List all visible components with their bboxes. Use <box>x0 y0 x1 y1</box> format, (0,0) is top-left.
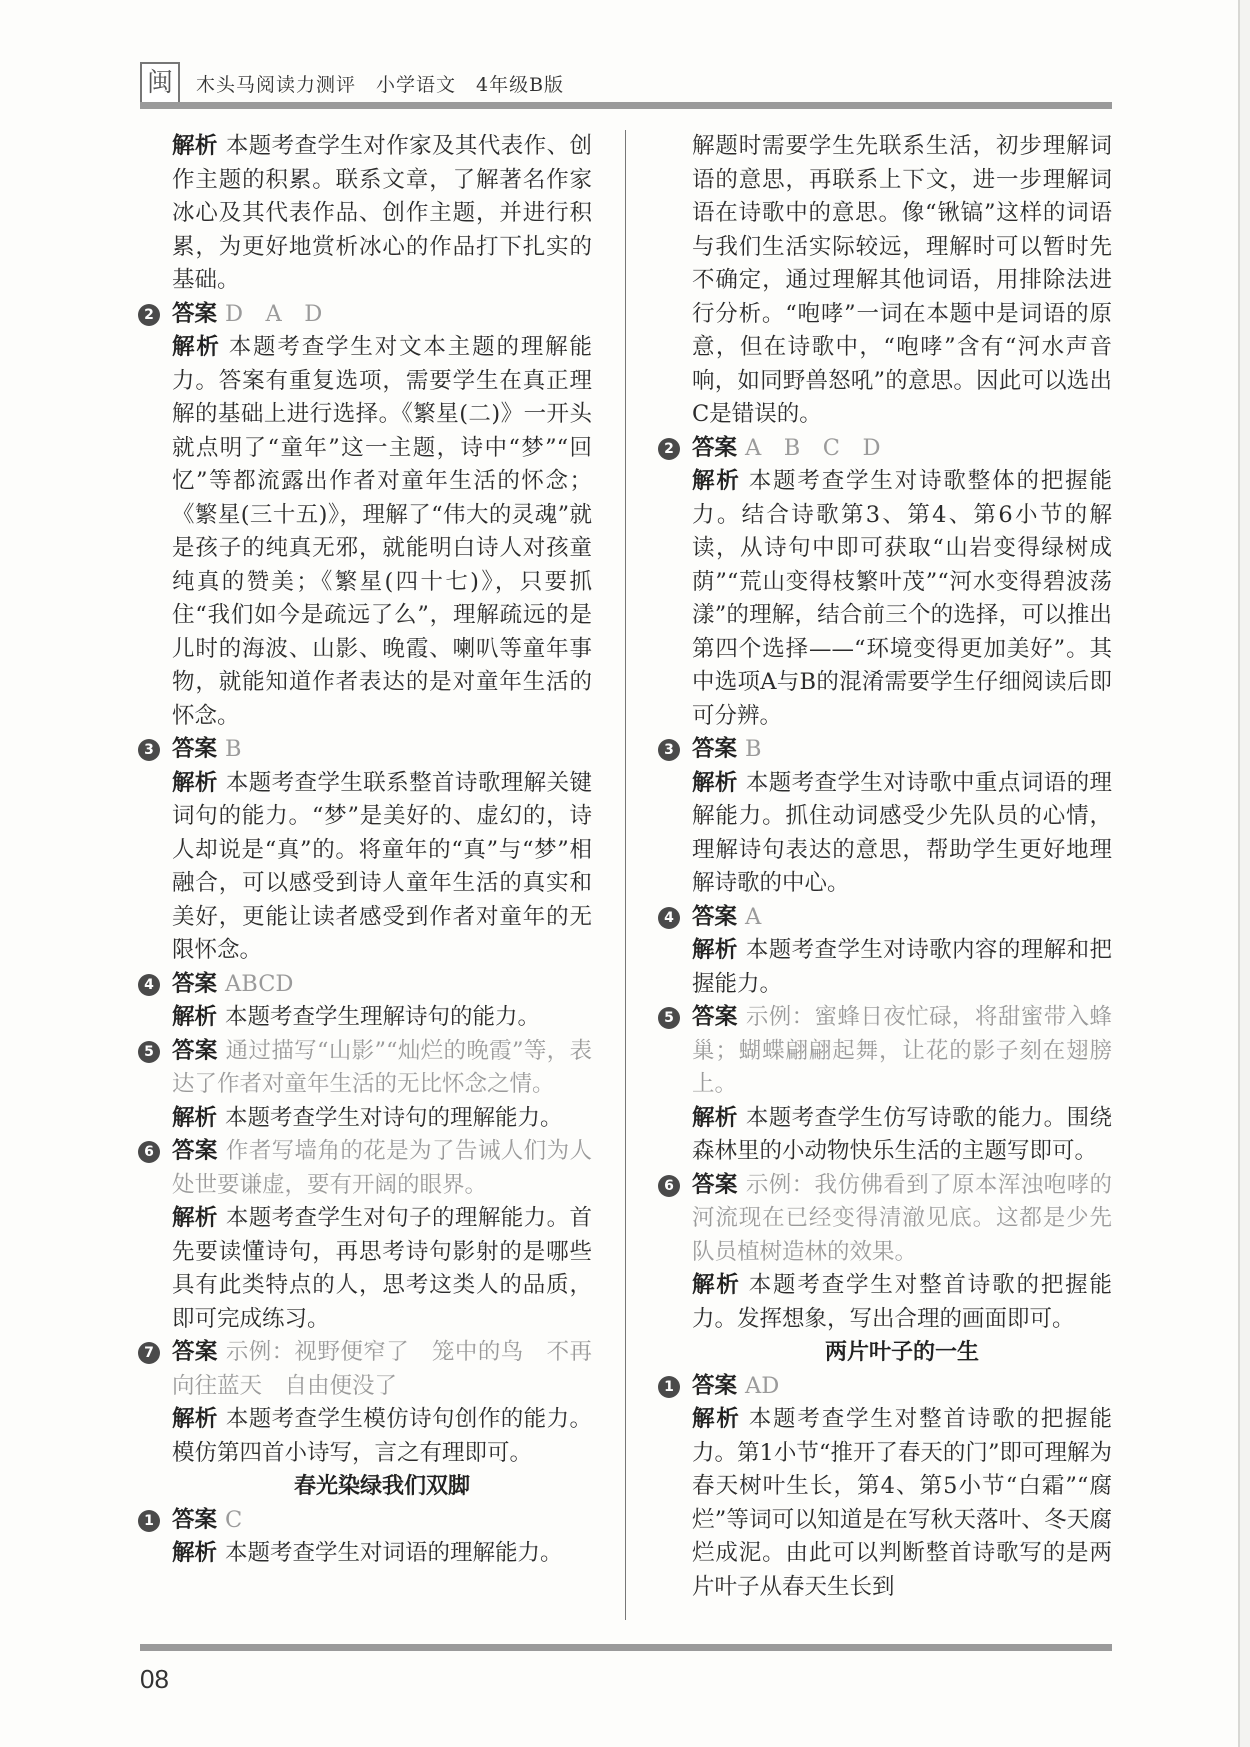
analysis-text: 本题考查学生对整首诗歌的把握能力。发挥想象，写出合理的画面即可。 <box>692 1272 1112 1332</box>
analysis-label: 解析 <box>692 937 738 963</box>
analysis-label: 解析 <box>692 1272 741 1298</box>
answer-item-6 <box>664 1169 1112 1337</box>
analysis-text: 本题考查学生对文本主题的理解能力。答案有重复选项，需要学生在真正理解的基础上进行选择。《繁星(二)》一开头就点明了“童年”这一主题，诗中“梦”“回忆”等都流露出作者对童年生活的怀念；《繁星(三十五)》，理解了“伟大的灵魂”就是孩子的纯真无邪，就能明白诗人对孩童纯真的赞美；《繁星(四十七)》，只要抓住“我们如今是疏远了么”，理解疏远的是儿时的海波、山影、晚霞、喇叭等童年事物，就能知道作者表达的是对童年生活的怀念。 <box>172 334 592 729</box>
analysis-label: 解析 <box>172 1004 218 1030</box>
analysis-label: 解析 <box>692 769 738 796</box>
item-number: 6 <box>138 1141 160 1163</box>
answer-item-7 <box>144 1336 592 1470</box>
right-column <box>664 130 1112 1604</box>
item-number: 6 <box>658 1175 680 1197</box>
item-number: 3 <box>138 739 160 761</box>
section-title: 春光染绿我们双脚 <box>293 1474 470 1499</box>
page-header <box>140 62 1112 112</box>
section-title: 两片叶子的一生 <box>824 1340 979 1365</box>
answer-label: 答案 <box>692 1004 738 1030</box>
analysis-text: 本题考查学生理解诗句的能力。 <box>225 1004 541 1030</box>
answer-item-3 <box>664 733 1112 901</box>
column-divider <box>625 130 626 1620</box>
analysis-text: 本题考查学生对整首诗歌的把握能力。第1小节“推开了春天的门”即可理解为春天树叶生长，第4、第5小节“白霜”“腐烂”等词可以知道是在写秋天落叶、冬天腐烂成泥。由此可以判断整首诗歌写的是两片叶子从春天生长到 <box>692 1406 1112 1600</box>
header-title: 木头马阅读力测评 小学语文 4年级B版 <box>196 74 565 96</box>
answer-text: B <box>745 736 762 762</box>
answer-item-2 <box>144 298 592 734</box>
item-number: 4 <box>138 974 160 996</box>
answer-text: 示例：视野便窄了 笼中的鸟 不再向往蓝天 自由便没了 <box>172 1339 592 1399</box>
answer-label: 答案 <box>172 1339 218 1365</box>
answer-text: A <box>745 903 762 930</box>
analysis-label: 解析 <box>172 769 218 796</box>
analysis-text: 本题考查学生对句子的理解能力。首先要读懂诗句，再思考诗句影射的是哪些具有此类特点的人，思考这类人的品质，即可完成练习。 <box>172 1205 592 1332</box>
answer-item-1 <box>144 1504 592 1571</box>
logo-icon: 闽 <box>140 62 180 104</box>
page-number: 08 <box>140 1664 169 1694</box>
answer-label: 答案 <box>692 736 738 762</box>
item-number: 7 <box>138 1342 160 1364</box>
answer-label: 答案 <box>692 903 738 930</box>
analysis-label: 解析 <box>172 133 218 159</box>
left-column <box>144 130 592 1571</box>
analysis-text: 本题考查学生对作家及其代表作、创作主题的积累。联系文章，了解著名作家冰心及其代表作品、创作主题，并进行积累，为更好地赏析冰心的作品打下扎实的基础。 <box>172 133 592 293</box>
analysis-text: 本题考查学生模仿诗句创作的能力。模仿第四首小诗写，言之有理即可。 <box>172 1406 592 1466</box>
analysis-label: 解析 <box>692 1104 738 1131</box>
answer-label: 答案 <box>172 300 218 327</box>
analysis-text: 本题考查学生仿写诗歌的能力。围绕森林里的小动物快乐生活的主题写即可。 <box>692 1104 1112 1164</box>
item-number: 1 <box>138 1510 160 1532</box>
answer-item-5 <box>664 1001 1112 1169</box>
item-number: 2 <box>138 304 160 326</box>
item-number: 5 <box>658 1007 680 1029</box>
answer-label: 答案 <box>172 736 218 762</box>
answer-text: 通过描写“山影”“灿烂的晚霞”等，表达了作者对童年生活的无比怀念之情。 <box>172 1037 592 1097</box>
answer-item-5 <box>144 1035 592 1136</box>
analysis-label: 解析 <box>172 1205 218 1231</box>
answer-label: 答案 <box>692 1372 738 1399</box>
answer-text: AD <box>745 1372 780 1399</box>
answer-label: 答案 <box>172 970 218 997</box>
item-number: 5 <box>138 1041 160 1063</box>
analysis-label: 解析 <box>692 1406 741 1432</box>
analysis-text: 本题考查学生对诗歌中重点词语的理解能力。抓住动词感受少先队员的心情，理解诗句表达的意思，帮助学生更好地理解诗歌的中心。 <box>692 769 1112 896</box>
answer-label: 答案 <box>692 434 738 461</box>
answer-item-1 <box>664 1370 1112 1605</box>
item-number: 2 <box>658 438 680 460</box>
answer-text: D A D <box>225 300 323 327</box>
analysis-label: 解析 <box>172 1540 218 1566</box>
intro-continuation: 解题时需要学生先联系生活，初步理解词语的意思，再联系上下文，进一步理解词语在诗歌中的意思。像“锹镐”这样的词语与我们生活实际较远，理解时可以暂时先不确定，通过理解其他词语，用排除法进行分析。“咆哮”一词在本题中是词语的原意，但在诗歌中，“咆哮”含有“河水声音响，如同野兽怒吼”的意思。因此可以选出C是错误的。 <box>692 133 1112 427</box>
answer-text: 示例：蜜蜂日夜忙碌，将甜蜜带入蜂巢；蝴蝶翩翩起舞，让花的影子刻在翅膀上。 <box>692 1004 1112 1097</box>
analysis-text: 本题考查学生对词语的理解能力。 <box>225 1540 563 1566</box>
answer-label: 答案 <box>692 1171 738 1198</box>
analysis-text: 本题考查学生对诗歌整体的把握能力。结合诗歌第3、第4、第6小节的解读，从诗句中即可获取“山岩变得绿树成荫”“荒山变得枝繁叶茂”“河水变得碧波荡漾”的理解，结合前三个的选择，可以推出第四个选择——“环境变得更加美好”。其中选项A与B的混淆需要学生仔细阅读后即可分辨。 <box>692 468 1112 729</box>
intro-analysis <box>172 130 592 298</box>
analysis-label: 解析 <box>172 334 221 360</box>
answer-item-2 <box>664 432 1112 734</box>
answer-item-4 <box>664 901 1112 1002</box>
analysis-label: 解析 <box>172 1104 218 1131</box>
answer-text: B <box>225 736 242 762</box>
answer-item-4 <box>144 968 592 1035</box>
answer-text: A B C D <box>745 434 881 461</box>
answer-text: 示例：我仿佛看到了原本浑浊咆哮的河流现在已经变得清澈见底。这都是少先队员植树造林的效果。 <box>692 1171 1112 1265</box>
footer-rule <box>140 1644 1112 1651</box>
answer-item-6 <box>144 1135 592 1336</box>
analysis-text: 本题考查学生对诗句的理解能力。 <box>225 1104 563 1131</box>
item-number: 1 <box>658 1376 680 1398</box>
header-rule <box>140 102 1112 109</box>
answer-label: 答案 <box>172 1506 218 1533</box>
analysis-text: 本题考查学生联系整首诗歌理解关键词句的能力。“梦”是美好的、虚幻的，诗人却说是“真”的。将童年的“真”与“梦”相融合，可以感受到诗人童年生活的真实和美好，更能让读者感受到作者对童年的无限怀念。 <box>172 769 592 963</box>
answer-label: 答案 <box>172 1037 218 1064</box>
answer-text: 作者写墙角的花是为了告诫人们为人处世要谦虚，要有开阔的眼界。 <box>172 1138 592 1198</box>
answer-label: 答案 <box>172 1138 218 1164</box>
analysis-label: 解析 <box>172 1406 218 1432</box>
analysis-label: 解析 <box>692 468 741 494</box>
analysis-text: 本题考查学生对诗歌内容的理解和把握能力。 <box>692 937 1112 997</box>
item-number: 3 <box>658 739 680 761</box>
answer-text: ABCD <box>225 970 294 997</box>
item-number: 4 <box>658 907 680 929</box>
answer-text: C <box>225 1506 243 1533</box>
answer-item-3 <box>144 733 592 968</box>
